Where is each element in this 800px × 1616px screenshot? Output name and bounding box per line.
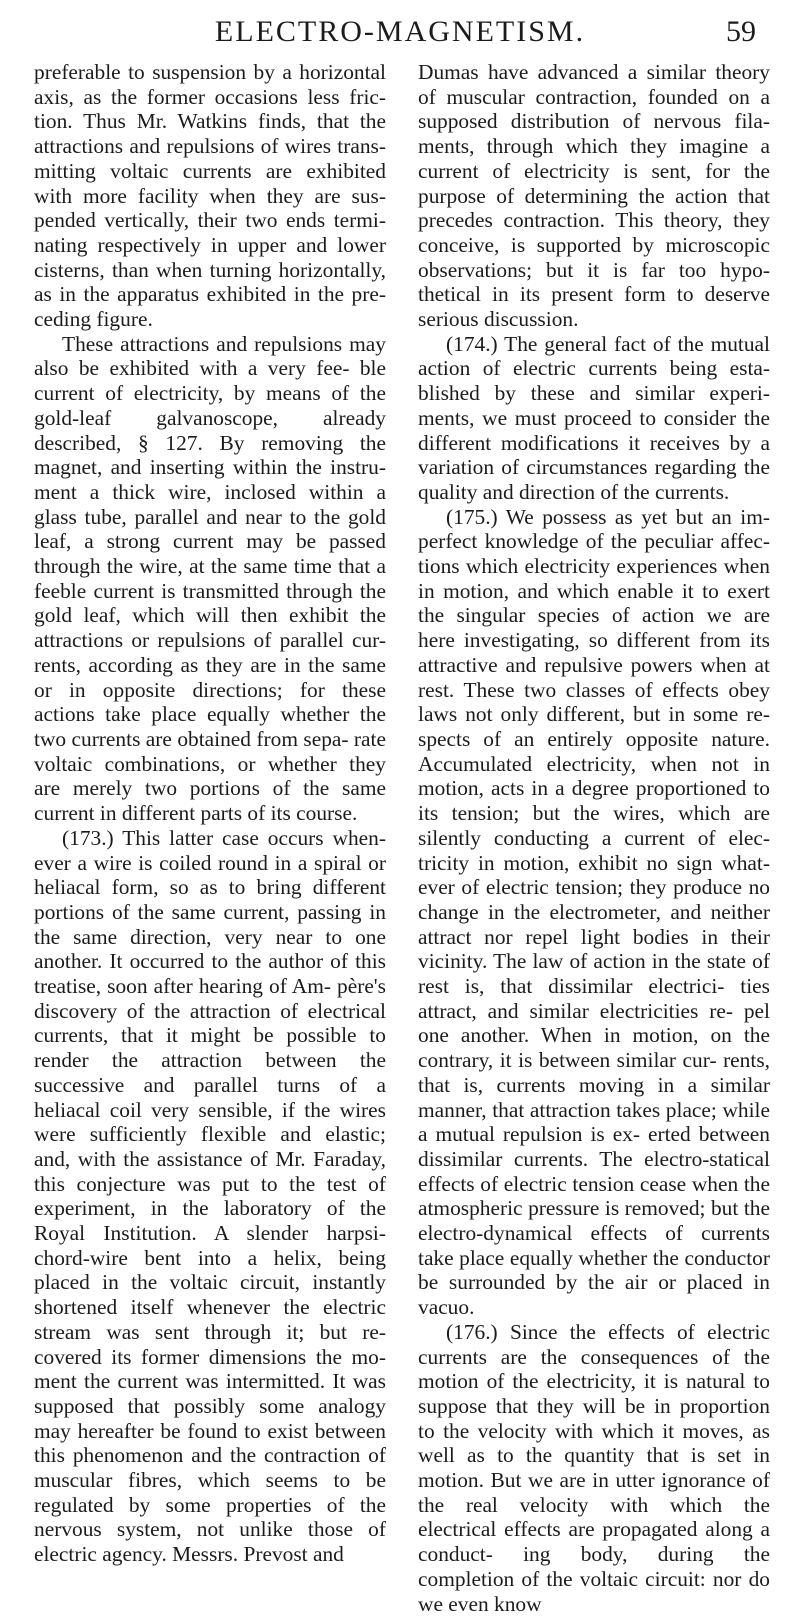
paragraph: These attractions and repulsions may also be exhibited with a very fee- ble current of electricity, by means of the gold-leaf galvanoscope, already described, § 127. By removing the magnet, and inserting within the instru- ment a thick wire, inclosed within a glass tube, parallel and near to the gold leaf, a strong current may be passed through the wire, at the same time that a feeble current is transmitted through the gold leaf, which will then exhibit the attractions or repulsions of parallel cur- rents, according as they are in the same or in opposite directions; for these actions take place equally whether the two currents are obtained from sepa- rate voltaic combinations, or whether they are merely two portions of the same current in different parts of its course.: [34, 331, 386, 826]
paragraph-176: (176.) Since the effects of electric currents are the consequences of the motion of the electricity, it is natural to suppose that they will be in proportion to the velocity with which it moves, as well as to the quantity that is set in motion. But we are in utter ignorance of the real velocity with which the electrical effects are propagated along a conduct- ing body, during the completion of the voltaic circuit: nor do we even know: [418, 1319, 770, 1616]
running-title: ELECTRO-MAGNETISM.: [214, 15, 586, 48]
page-number: 59: [726, 15, 756, 48]
paragraph-175: (175.) We possess as yet but an im- perfect knowledge of the peculiar affec- tions which electricity experiences when in motion, and which enable it to exert the singular species of action we are here investigating, so different from its attractive and repulsive powers when at rest. These two classes of effects obey laws not only different, but in some re- spects of an entirely opposite nature. Accumulated electricity, when not in motion, acts in a degree proportioned to its tension; but the wires, which are silently conducting a current of elec- tricity in motion, exhibit no sign what- ever of electric tension; they produce no change in the electrometer, and neither attract nor repel light bodies in their vicinity. The law of action in the state of rest is, that dissimilar electrici- ties attract, and similar electricities re- pel one another. When in motion, on the contrary, it is between similar cur- rents, that is, currents moving in a similar manner, that attraction takes place; while a mutual repulsion is ex- erted between dissimilar currents. The electro-statical effects of electric tension cease when the atmospheric pressure is removed; but the electro-dynamical effects of currents take place equally whether the conductor be surrounded by the air or placed in vacuo.: [418, 504, 770, 1320]
paragraph-173: (173.) This latter case occurs when- ever a wire is coiled round in a spiral or heliacal form, so as to bring different portions of the same current, passing in the same direction, very near to one another. It occurred to the author of this treatise, soon after hearing of Am- père's discovery of the attraction of electrical currents, that it might be possible to render the attraction between the successive and parallel turns of a heliacal coil very sensible, if the wires were sufficiently flexible and elastic; and, with the assistance of Mr. Faraday, this conjecture was put to the test of experiment, in the laboratory of the Royal Institution. A slender harpsi- chord-wire bent into a helix, being placed in the voltaic circuit, instantly shortened itself whenever the electric stream was sent through it; but re- covered its former dimensions the mo- ment the current was intermitted. It was supposed that possibly some analogy may hereafter be found to exist between this phenomenon and the contraction of muscular fibres, which seems to be regulated by some properties of the nervous system, not unlike those of electric agency. Messrs. Prevost and: [34, 825, 386, 1567]
page-header: [0, 10, 800, 54]
right-column: [418, 60, 770, 1616]
paragraph: Dumas have advanced a similar theory of muscular contraction, founded on a supposed distribution of nervous fila- ments, through which they imagine a current of electricity is sent, for the purpose of determining the action that precedes contraction. This theory, they conceive, is supported by microscopic observations; but it is far too hypo- thetical in its present form to deserve serious discussion.: [418, 60, 770, 332]
paragraph-174: (174.) The general fact of the mutual action of electric currents being esta- blished by these and similar experi- ments, we must proceed to consider the different modifications it receives by a variation of circumstances regarding the quality and direction of the currents.: [418, 331, 770, 504]
left-column: [34, 60, 386, 1567]
paragraph: preferable to suspension by a horizontal axis, as the former occasions less fric- tion. Thus Mr. Watkins finds, that the attractions and repulsions of wires trans- mitting voltaic currents are exhibited with more facility when they are sus- pended vertically, their two ends termi- nating respectively in upper and lower cisterns, than when turning horizontally, as in the apparatus exhibited in the pre- ceding figure.: [34, 60, 386, 332]
